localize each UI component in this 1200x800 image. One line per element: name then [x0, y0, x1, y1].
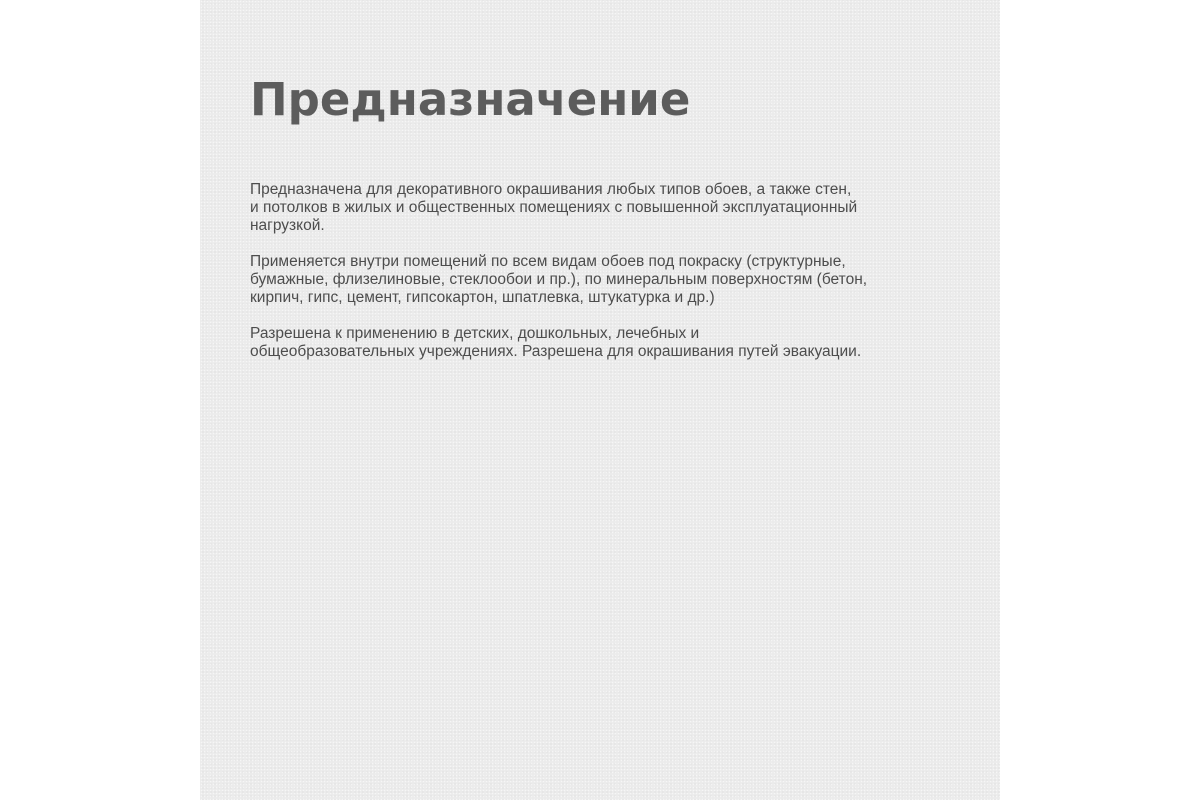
text-line: и потолков в жилых и общественных помещениях с повышенной эксплуатационный — [250, 199, 858, 216]
paragraph-approval — [250, 325, 990, 361]
text-line: бумажные, флизелиновые, стеклообои и пр.), по минеральным поверхностям (бетон, — [250, 271, 868, 288]
text-line: общеобразовательных учреждениях. Разрешена для окрашивания путей эвакуации. — [250, 343, 862, 360]
document-page — [200, 0, 1000, 800]
page-title: Предназначение — [250, 73, 691, 126]
text-line: Предназначена для декоративного окрашивания любых типов обоев, а также стен, — [250, 181, 852, 198]
text-line: кирпич, гипс, цемент, гипсокартон, шпатлевка, штукатурка и др.) — [250, 289, 715, 306]
paragraph-purpose — [250, 181, 990, 235]
text-line: Разрешена к применению в детских, дошкольных, лечебных и — [250, 325, 700, 342]
text-line: Применяется внутри помещений по всем видам обоев под покраску (структурные, — [250, 253, 846, 270]
paragraph-application — [250, 253, 990, 307]
text-line: нагрузкой. — [250, 217, 325, 234]
description-text — [250, 181, 990, 379]
